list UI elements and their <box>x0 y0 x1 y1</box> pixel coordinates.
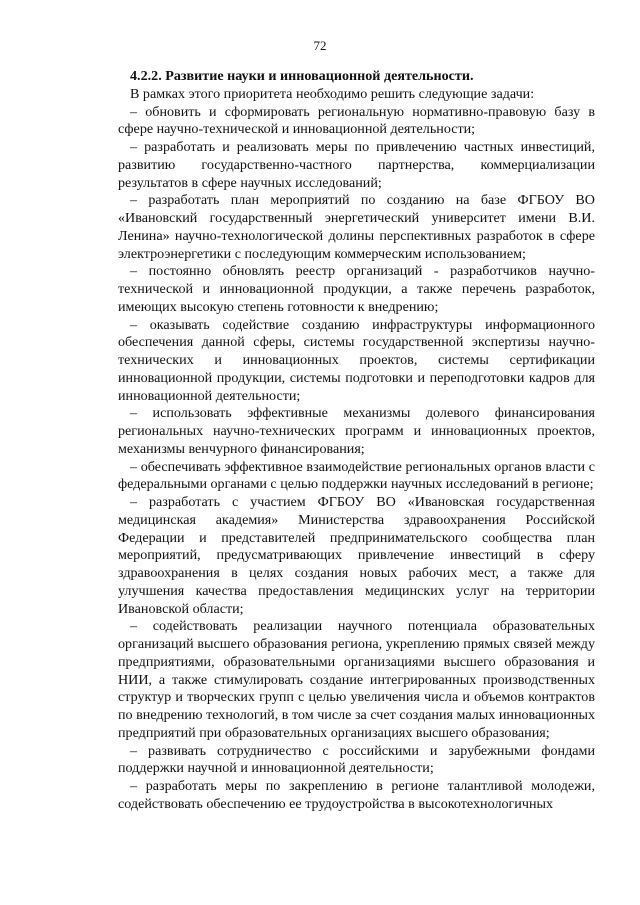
paragraph-task-talented-youth: – разработать меры по закреплению в регионе талантливой молодежи, содействовать обеспечению ее трудоустройства в высокотехнологичных <box>118 778 595 812</box>
paragraph-task-federal-interaction: – обеспечивать эффективное взаимодействие региональных органов власти с федеральными органами с целью поддержки научных исследований в регионе; <box>118 458 595 493</box>
paragraph-task-infrastructure: – оказывать содействие созданию инфраструктуры информационного обеспечения данной сферы, системы государственной экспертизы научно-технических и инновационных проектов, системы сертификации инновационной продукции, системы подготовки и переподготовки кадров для инновационной деятельности; <box>118 316 595 404</box>
paragraph-task-higher-education: – содействовать реализации научного потенциала образовательных организаций высшего образования региона, укреплению прямых связей между предприятиями, образовательными организациями высшего образования и НИИ, а также стимулировать создание интегрированных производственных структур и творческих групп с целью увеличения числа и объемов контрактов по внедрению технологий, в том числе за счет создания малых инновационных предприятий при образовательных организациях высшего образования; <box>118 618 595 741</box>
paragraph-task-technology-valley: – разработать план мероприятий по созданию на базе ФГБОУ ВО «Ивановский государственный энергетический университет имени В.И. Ленина» научно-технологической долины перспективных разработок в сфере электроэнергетики с последующим коммерческим использованием; <box>118 192 595 262</box>
page-number: 72 <box>313 38 327 53</box>
section-heading: 4.2.2. Развитие науки и инновационной деятельности. <box>130 68 474 84</box>
paragraph-task-cofinancing: – использовать эффективные механизмы долевого финансирования региональных научно-технических программ и инновационных проектов, механизмы венчурного финансирования; <box>118 405 595 457</box>
paragraph-task-foundations: – развивать сотрудничество с российскими и зарубежными фондами поддержки научной и инновационной деятельности; <box>118 742 595 777</box>
page-body <box>118 68 595 814</box>
paragraph-task-medical-academy: – разработать с участием ФГБОУ ВО «Ивановская государственная медицинская академия» Министерства здравоохранения Российской Федерации и представителей предпринимательского сообщества план мероприятий, предусматривающих привлечение инвестиций в сферу здравоохранения в целях создания новых рабочих мест, а также для улучшения качества предоставления медицинских услуг на территории Ивановской области; <box>118 494 595 617</box>
paragraph-intro: В рамках этого приоритета необходимо решить следующие задачи: <box>130 85 535 102</box>
paragraph-task-private-investment: – разработать и реализовать меры по привлечению частных инвестиций, развитию государственно-частного партнерства, коммерциализации результатов в сфере научных исследований; <box>118 139 595 191</box>
paragraph-task-developer-registry: – постоянно обновлять реестр организаций - разработчиков научно-технической и инновационной продукции, а также перечень разработок, имеющих высокую степень готовности к внедрению; <box>118 263 595 315</box>
paragraph-task-regulatory-base: – обновить и сформировать региональную нормативно-правовую базу в сфере научно-технической и инновационной деятельности; <box>118 103 595 138</box>
